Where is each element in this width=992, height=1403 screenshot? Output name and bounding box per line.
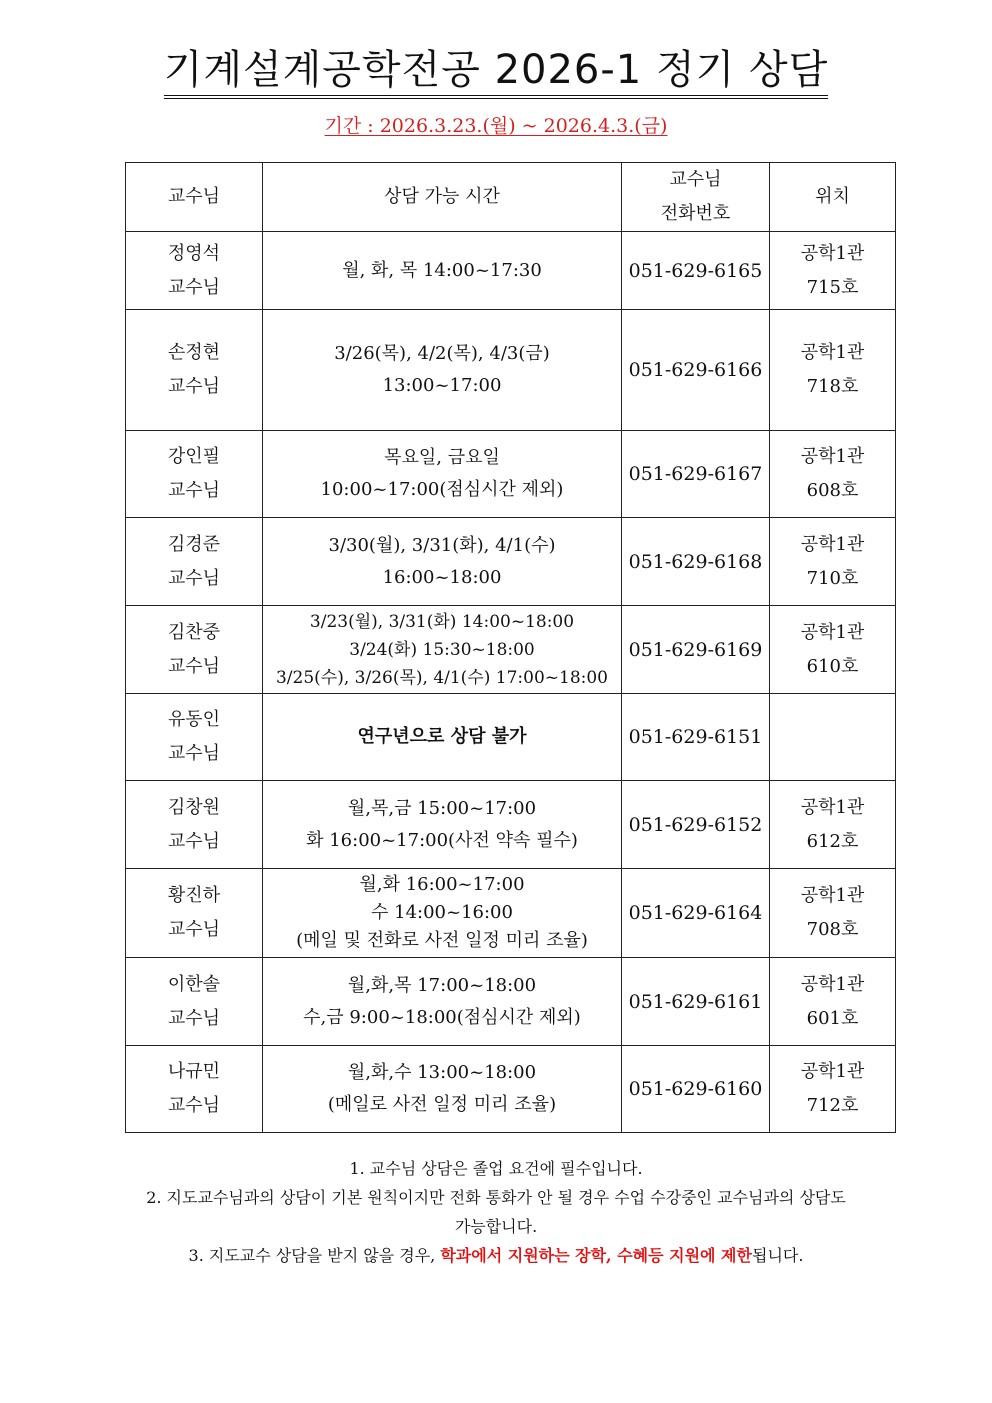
table-row xyxy=(126,694,896,781)
phone-number: 051-629-6152 xyxy=(622,781,770,869)
phone-number: 051-629-6165 xyxy=(622,232,770,310)
available-hours: 목요일, 금요일 10:00~17:00(점심시간 제외) xyxy=(263,431,622,518)
note-2-continued: 가능합니다. xyxy=(454,1217,538,1236)
table-row xyxy=(126,606,896,694)
professor-name: 나규민 교수님 xyxy=(126,1046,263,1133)
consultation-table xyxy=(125,162,896,1133)
table-row xyxy=(126,232,896,310)
available-hours: 월,화,수 13:00~18:00 (메일로 사전 일정 미리 조율) xyxy=(263,1046,622,1133)
professor-name: 김찬중 교수님 xyxy=(126,606,263,694)
professor-name: 손정현 교수님 xyxy=(126,310,263,431)
available-hours: 연구년으로 상담 불가 xyxy=(263,694,622,781)
phone-number: 051-629-6167 xyxy=(622,431,770,518)
office-location: 공학1관 612호 xyxy=(770,781,896,869)
table-row xyxy=(126,518,896,606)
phone-number: 051-629-6161 xyxy=(622,958,770,1046)
phone-number: 051-629-6166 xyxy=(622,310,770,431)
phone-number: 051-629-6151 xyxy=(622,694,770,781)
table-row xyxy=(126,1046,896,1133)
office-location: 공학1관 601호 xyxy=(770,958,896,1046)
office-location: 공학1관 718호 xyxy=(770,310,896,431)
professor-name: 유동인 교수님 xyxy=(126,694,263,781)
phone-number: 051-629-6164 xyxy=(622,869,770,958)
table-header-row xyxy=(126,163,896,232)
page-title: 기계설계공학전공 2026-1 정기 상담 xyxy=(0,38,992,95)
office-location: 공학1관 708호 xyxy=(770,869,896,958)
table-row xyxy=(126,431,896,518)
header-location: 위치 xyxy=(770,163,896,232)
available-hours: 월,목,금 15:00~17:00 화 16:00~17:00(사전 약속 필수) xyxy=(263,781,622,869)
table-row xyxy=(126,781,896,869)
phone-number: 051-629-6160 xyxy=(622,1046,770,1133)
note-2: 2. 지도교수님과의 상담이 기본 원칙이지만 전화 통화가 안 될 경우 수업 수강중인 교수님과의 상담도 xyxy=(146,1188,846,1207)
professor-name: 김창원 교수님 xyxy=(126,781,263,869)
professor-name: 정영석 교수님 xyxy=(126,232,263,310)
table-row xyxy=(126,958,896,1046)
header-hours: 상담 가능 시간 xyxy=(263,163,622,232)
available-hours: 월,화,목 17:00~18:00 수,금 9:00~18:00(점심시간 제외) xyxy=(263,958,622,1046)
header-professor: 교수님 xyxy=(126,163,263,232)
professor-name: 김경준 교수님 xyxy=(126,518,263,606)
office-location: 공학1관 610호 xyxy=(770,606,896,694)
professor-name: 이한솔 교수님 xyxy=(126,958,263,1046)
table-row xyxy=(126,869,896,958)
available-hours: 월, 화, 목 14:00~17:30 xyxy=(263,232,622,310)
note-3: 3. 지도교수 상담을 받지 않을 경우, 학과에서 지원하는 장학, 수혜등 지원에 제한됩니다. xyxy=(188,1246,804,1265)
office-location: 공학1관 608호 xyxy=(770,431,896,518)
office-location xyxy=(770,694,896,781)
office-location: 공학1관 715호 xyxy=(770,232,896,310)
professor-name: 강인필 교수님 xyxy=(126,431,263,518)
available-hours: 3/26(목), 4/2(목), 4/3(금) 13:00~17:00 xyxy=(263,310,622,431)
office-location: 공학1관 710호 xyxy=(770,518,896,606)
consultation-period: 기간 : 2026.3.23.(월) ~ 2026.4.3.(금) xyxy=(324,115,668,137)
available-hours: 3/30(월), 3/31(화), 4/1(수) 16:00~18:00 xyxy=(263,518,622,606)
available-hours: 3/23(월), 3/31(화) 14:00~18:00 3/24(화) 15:30~18:00 3/25(수), 3/26(목), 4/1(수) 17:00~18:00 xyxy=(263,606,622,694)
office-location: 공학1관 712호 xyxy=(770,1046,896,1133)
phone-number: 051-629-6168 xyxy=(622,518,770,606)
table-row xyxy=(126,310,896,431)
note-1: 1. 교수님 상담은 졸업 요건에 필수입니다. xyxy=(349,1159,643,1178)
professor-name: 황진하 교수님 xyxy=(126,869,263,958)
note-3-warning: 학과에서 지원하는 장학, 수혜등 지원에 제한 xyxy=(440,1246,752,1265)
header-phone: 교수님 전화번호 xyxy=(622,163,770,232)
phone-number: 051-629-6169 xyxy=(622,606,770,694)
notes xyxy=(60,1154,932,1270)
available-hours: 월,화 16:00~17:00 수 14:00~16:00 (메일 및 전화로 사전 일정 미리 조율) xyxy=(263,869,622,958)
